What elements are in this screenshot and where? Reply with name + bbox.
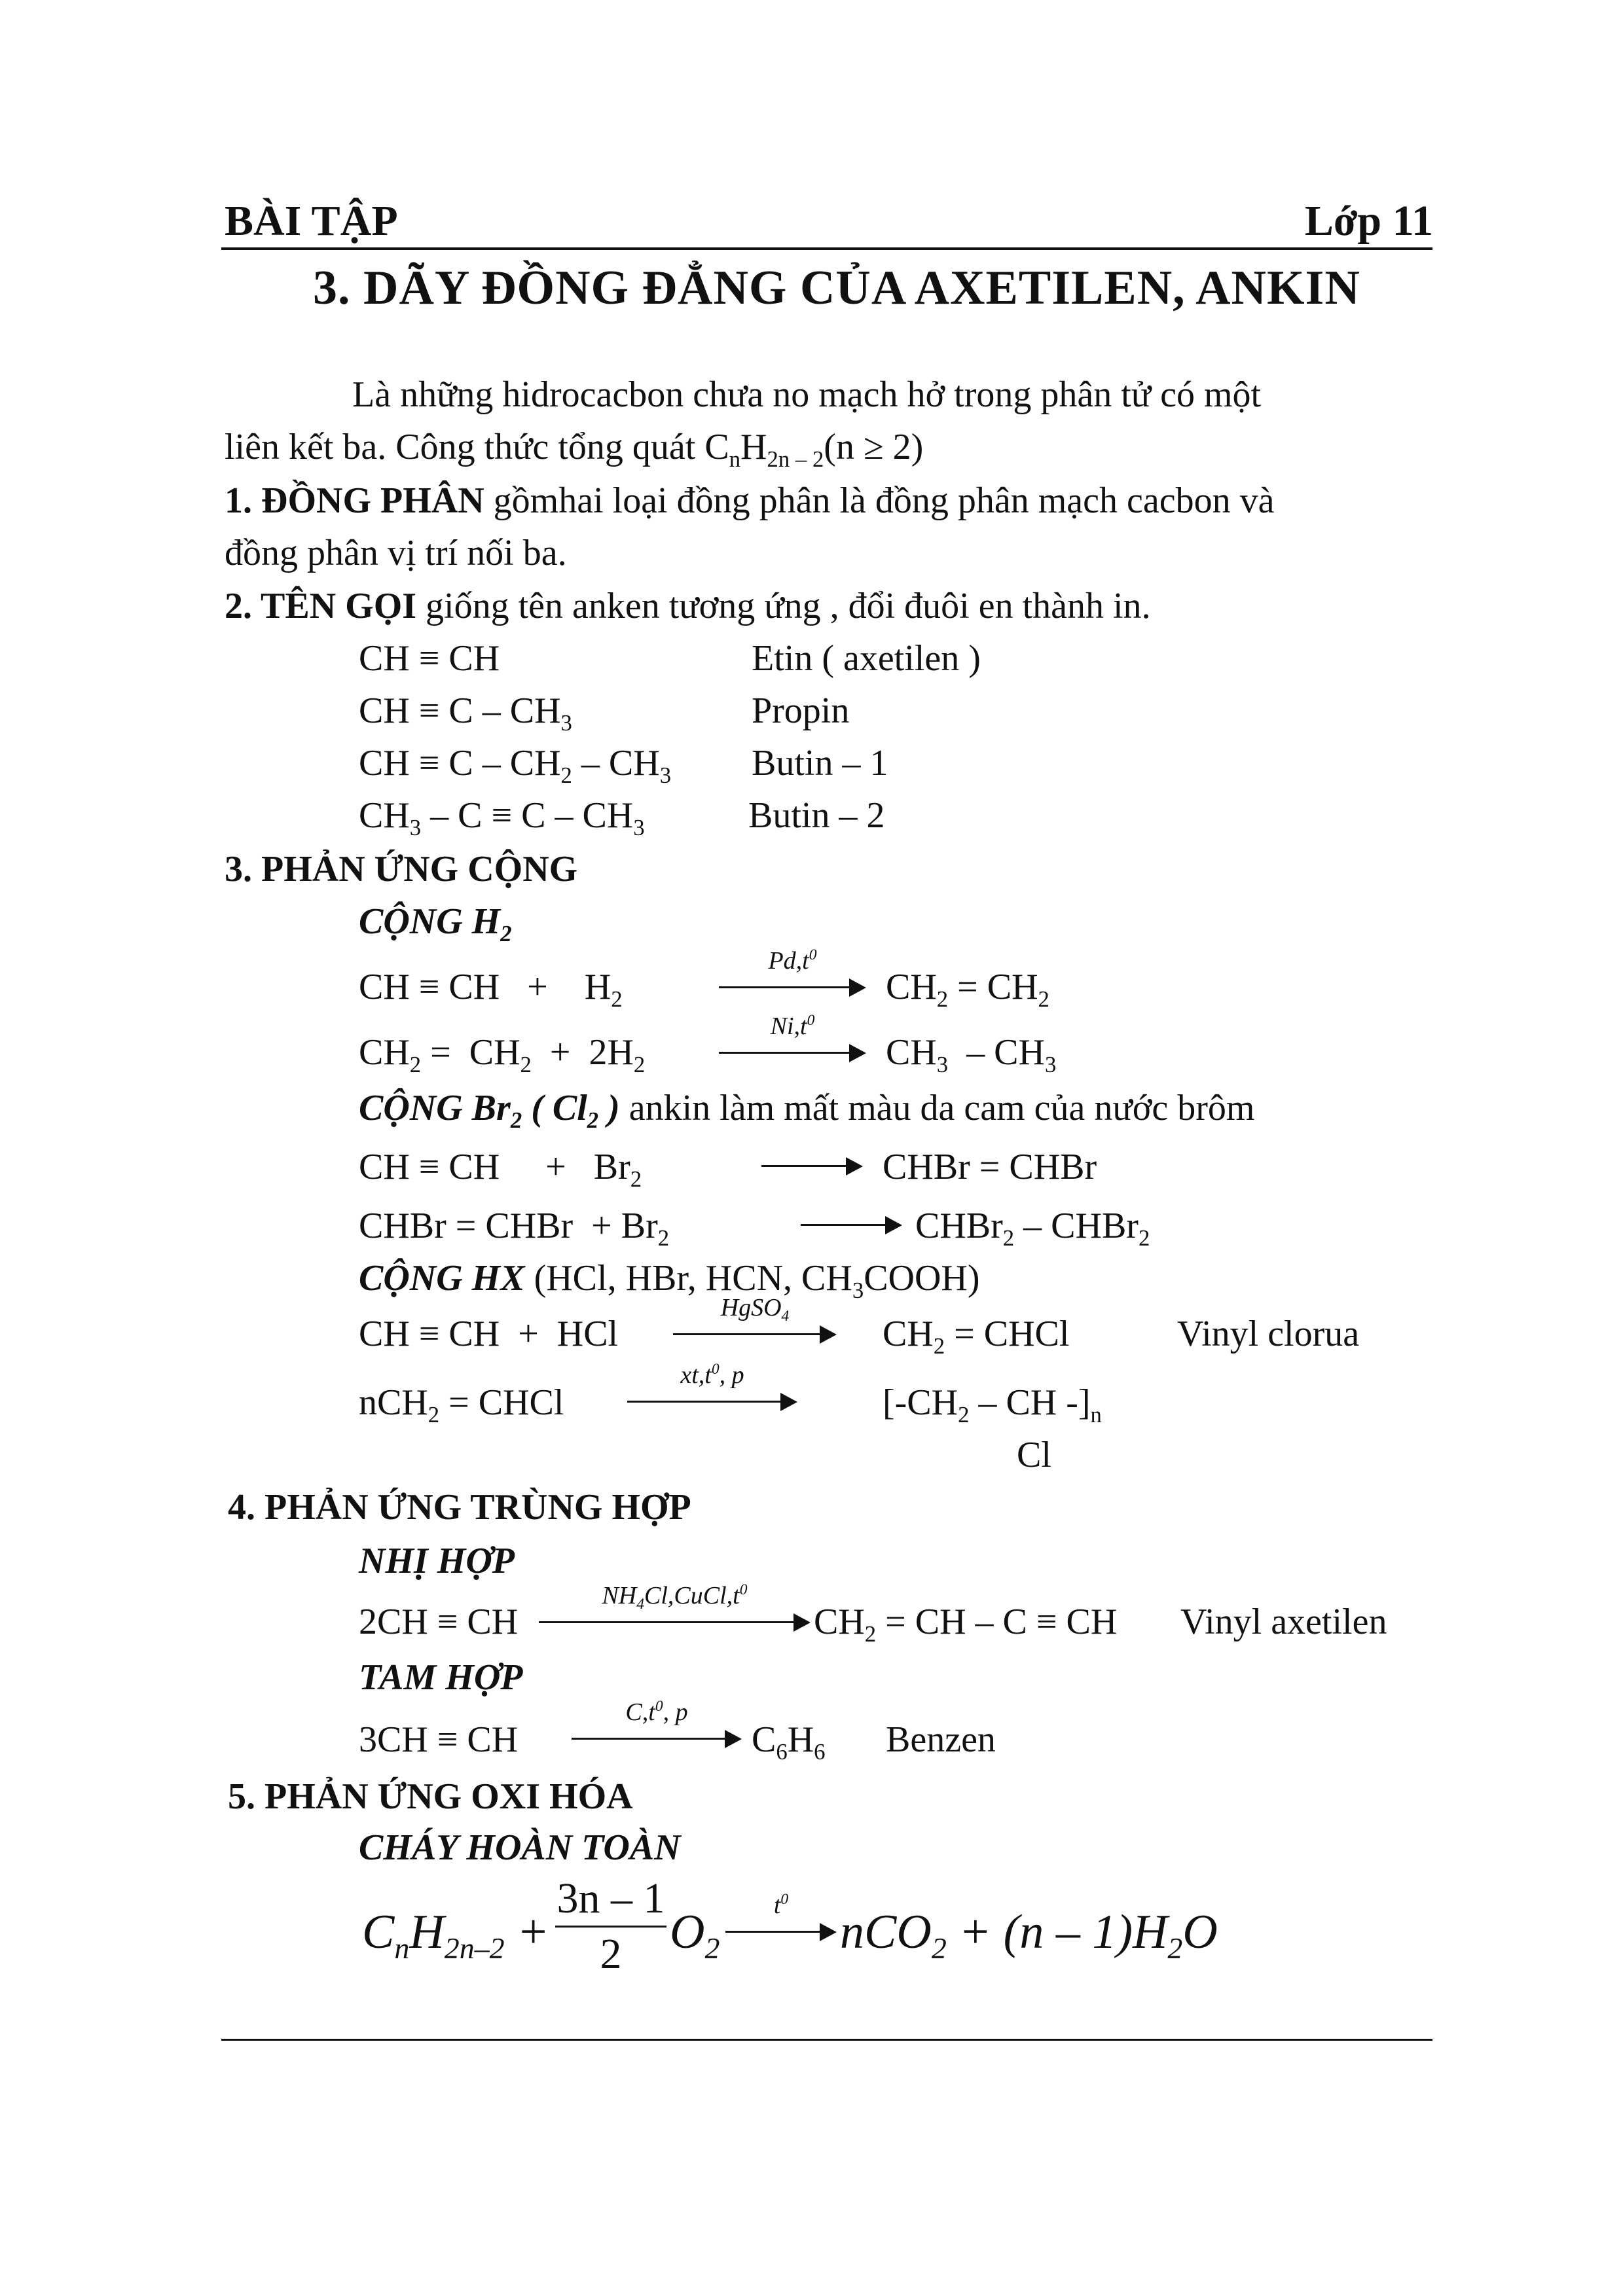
intro-line-1: Là những hidrocacbon chưa no mạch hở trong phân tử có một bbox=[352, 374, 1262, 415]
polymer-cl: Cl bbox=[1017, 1435, 1051, 1475]
cong-br2: CỘNG $Br_2$ ( $Cl_2$ ) ankin làm mất màu da cam của nước brôm bbox=[359, 1088, 1255, 1134]
section-1-heading: 1. ĐỒNG PHÂN bbox=[225, 480, 484, 521]
footer-rule bbox=[221, 2039, 1432, 2041]
benzen-label: Benzen bbox=[886, 1719, 996, 1760]
reaction-trimer-right: $C_6H_6$ bbox=[752, 1719, 826, 1765]
reaction-br-2-left: CHBr = CHBr + $Br_2$ bbox=[359, 1206, 670, 1251]
reaction-dimer-right: $CH_2$ = CH – C ≡ CH bbox=[814, 1602, 1118, 1647]
arrow-br-1 bbox=[761, 1131, 863, 1177]
combustion-right: $nCO_2 + (n - 1)H_2O$ bbox=[840, 1905, 1218, 1965]
arrow-poly: $xt,t^0$, p bbox=[627, 1367, 797, 1412]
tam-hop-heading: TAM HỢP bbox=[359, 1657, 523, 1698]
intro-line-2: liên kết ba. Công thức tổng quát $C_nH_{2n - 2}(n \ge 2)$ bbox=[225, 427, 924, 473]
name-propyne: Propin bbox=[752, 691, 850, 731]
formula-propyne: CH ≡ C – $CH_3$ bbox=[359, 691, 572, 736]
section-3-heading: 3. PHẢN ỨNG CỘNG bbox=[225, 849, 578, 889]
arrow-ni: $Ni,t^0$ bbox=[719, 1018, 866, 1064]
formula-butyne-2: $CH_3 - C \equiv C - CH_3$ bbox=[359, 795, 645, 841]
section-5-heading: 5. PHẢN ỨNG OXI HÓA bbox=[228, 1776, 633, 1817]
reaction-h2-2-left: $CH_2 = CH_2 + 2H_2$ bbox=[359, 1032, 646, 1078]
section-1: 1. ĐỒNG PHÂN gồmhai loại đồng phân là đồng phân mạch cacbon và bbox=[225, 480, 1275, 521]
arrow-hgso4: HgSO$_4$ bbox=[673, 1299, 837, 1345]
reaction-poly-left: nCH$_2$ = CHCl bbox=[359, 1382, 564, 1428]
reaction-poly-right: [$-CH_2$ – CH $-]_n$ bbox=[883, 1382, 1102, 1428]
reaction-hcl-left: CH ≡ CH + HCl bbox=[359, 1314, 619, 1354]
arrow-t0: $t^0$ bbox=[725, 1897, 837, 1943]
section-2-heading: 2. TÊN GỌI bbox=[225, 586, 417, 626]
reaction-h2-2-right: $CH_3 - CH_3$ bbox=[886, 1032, 1057, 1078]
cong-hx: CỘNG HX (HCl, HBr, HCN, $CH_3COOH$) bbox=[359, 1258, 980, 1304]
formula-butyne-1: CH ≡ C – $CH_2 - CH_3$ bbox=[359, 743, 672, 789]
arrow-br-2 bbox=[801, 1190, 902, 1236]
reaction-dimer-left: 2CH ≡ CH bbox=[359, 1602, 519, 1642]
header-right: Lớp 11 bbox=[1304, 197, 1433, 245]
header-left: BÀI TẬP bbox=[225, 197, 398, 245]
arrow-c-tp: $C,t^0$, p bbox=[572, 1704, 742, 1749]
reaction-trimer-left: 3CH ≡ CH bbox=[359, 1719, 519, 1760]
name-butyne-2: Butin – 2 bbox=[748, 795, 885, 836]
name-ethyne: Etin ( axetilen ) bbox=[752, 638, 981, 679]
chay-heading: CHÁY HOÀN TOÀN bbox=[359, 1827, 681, 1868]
combustion-fraction: 3n – 1 2 bbox=[555, 1877, 666, 1976]
reaction-br-1-right: CHBr = CHBr bbox=[883, 1147, 1097, 1187]
page-title: 3. DÃY ĐỒNG ĐẲNG CỦA AXETILEN, ANKIN bbox=[313, 261, 1360, 315]
reaction-br-1-left: CH ≡ CH + $Br_2$ bbox=[359, 1147, 642, 1193]
arrow-pd: $Pd,t^0$ bbox=[719, 952, 866, 998]
combustion-o2: $O_2$ bbox=[670, 1905, 720, 1965]
section-1-line-2: đồng phân vị trí nối ba. bbox=[225, 533, 567, 573]
arrow-nh4cl: $NH_4Cl,CuCl,t^0$ bbox=[539, 1587, 811, 1633]
formula-ethyne: CH ≡ CH bbox=[359, 638, 500, 679]
cong-h2-heading: CỘNG $H_2$ bbox=[359, 901, 512, 947]
name-butyne-1: Butin – 1 bbox=[752, 743, 888, 783]
reaction-hcl-right: $CH_2$ = CHCl bbox=[883, 1314, 1070, 1359]
section-4-heading: 4. PHẢN ỨNG TRÙNG HỢP bbox=[228, 1487, 691, 1528]
reaction-h2-1-left: CH ≡ CH + $H_2$ bbox=[359, 967, 623, 1013]
reaction-h2-1-right: $CH_2 = CH_2$ bbox=[886, 967, 1049, 1013]
header-rule bbox=[221, 247, 1432, 250]
vinyl-clorua-label: Vinyl clorua bbox=[1177, 1314, 1360, 1354]
nhi-hop-heading: NHỊ HỢP bbox=[359, 1541, 515, 1581]
combustion-left: $C_nH_{2n-2}$ + bbox=[362, 1905, 549, 1965]
reaction-br-2-right: CHBr$_2$ – CHBr$_2$ bbox=[915, 1206, 1150, 1251]
vinyl-axetilen-label: Vinyl axetilen bbox=[1180, 1602, 1387, 1642]
section-2: 2. TÊN GỌI giống tên anken tương ứng , đổi đuôi en thành in. bbox=[225, 586, 1151, 626]
